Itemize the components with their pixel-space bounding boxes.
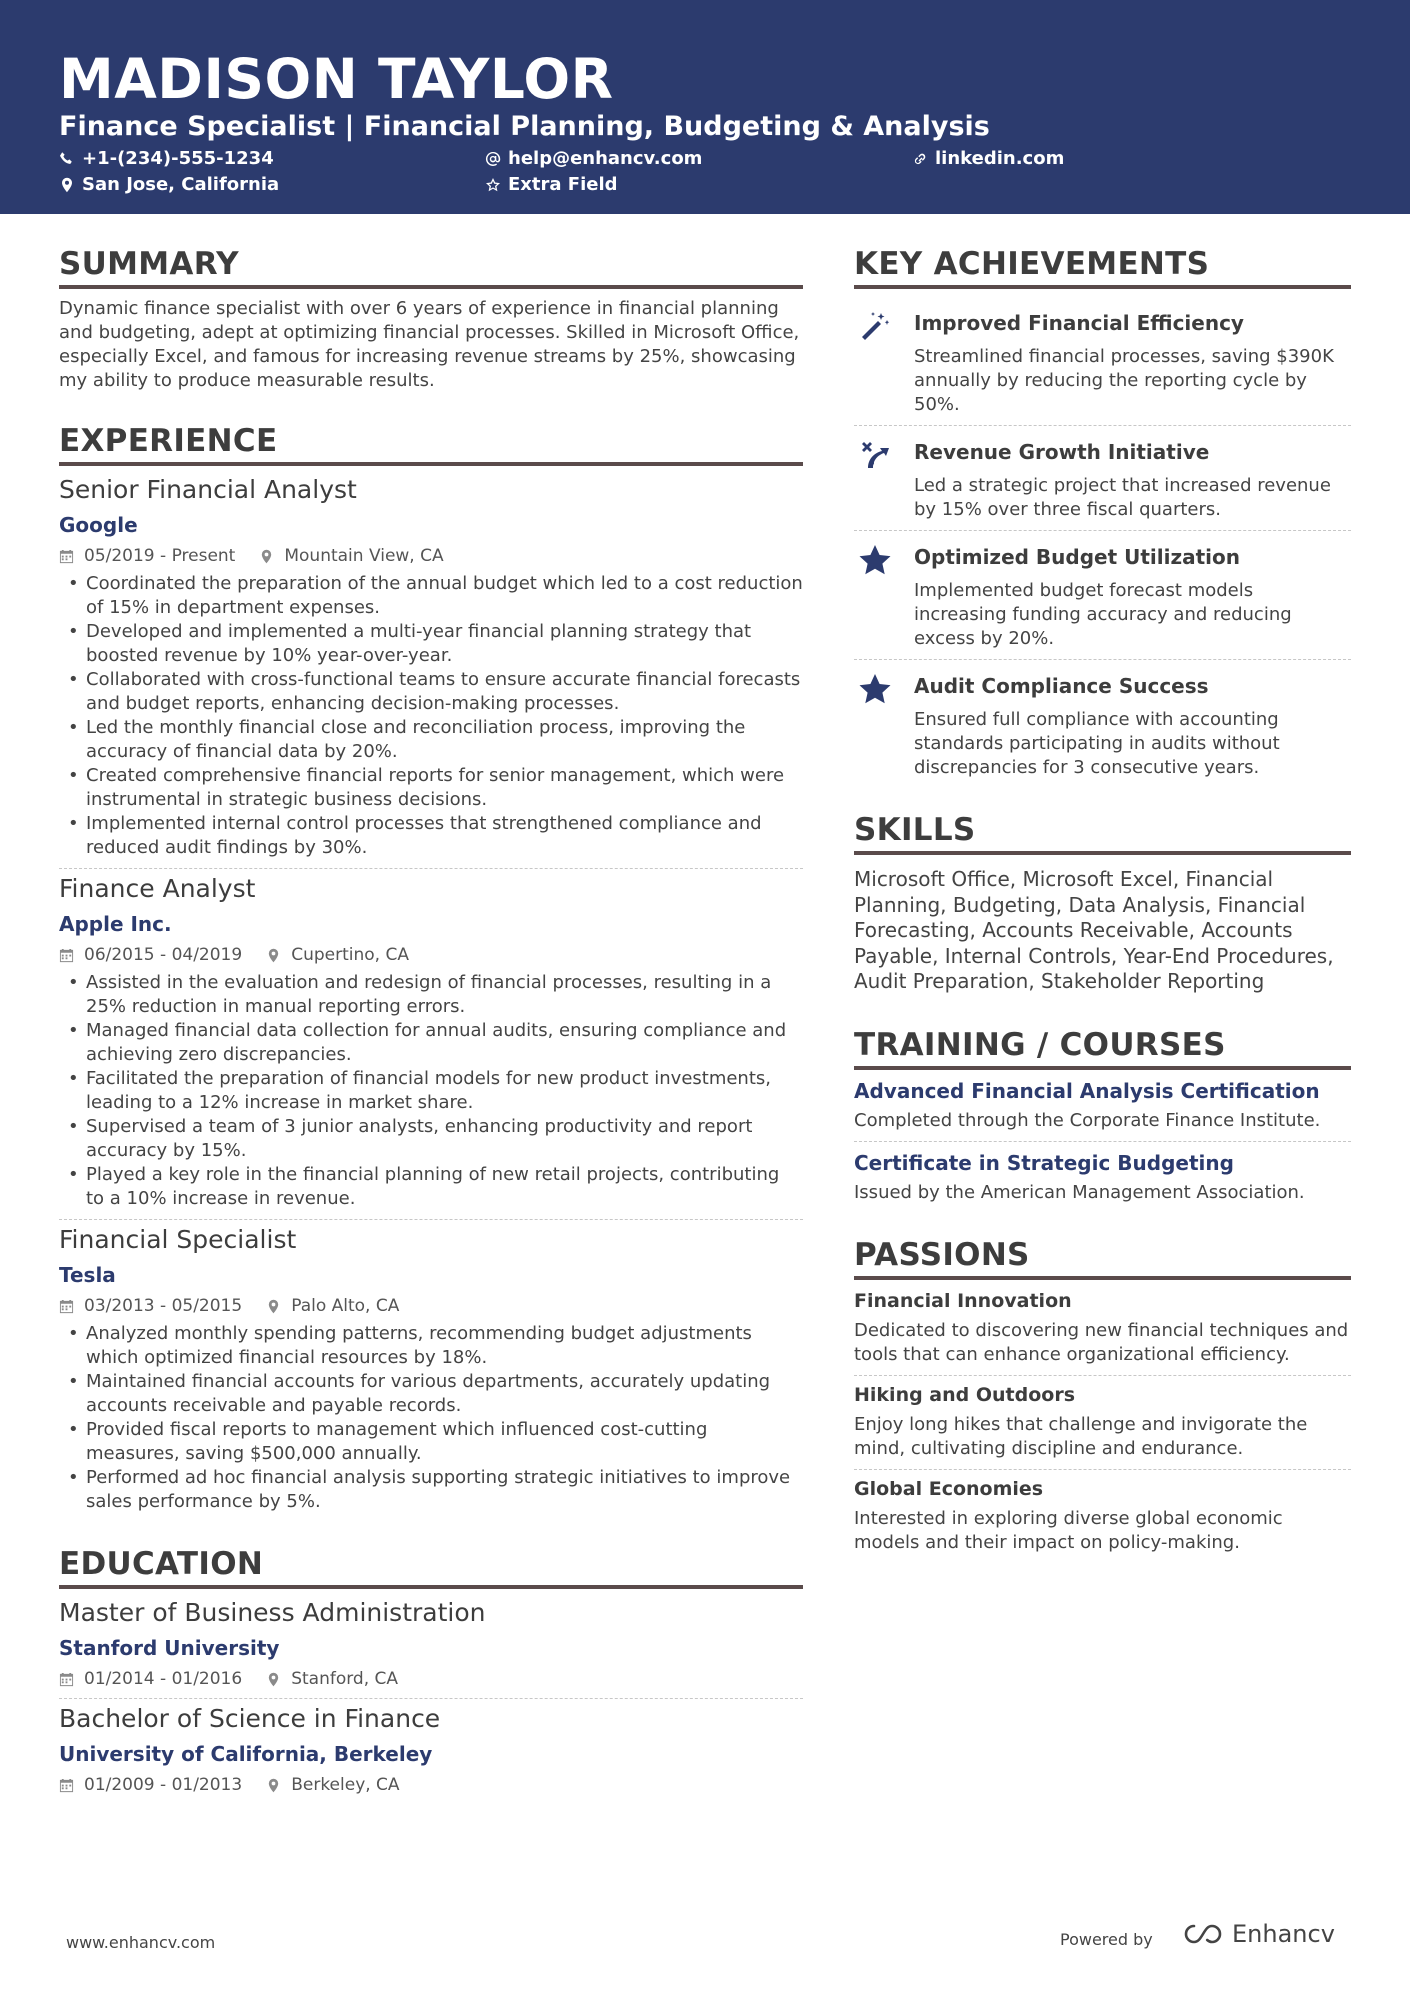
email-text: help@enhancv.com xyxy=(508,148,703,169)
job-bullet: • Performed ad hoc financial analysis supporting strategic initiatives to improve sales performance by 5%. xyxy=(59,1466,803,1514)
achievement-icon-wrap xyxy=(854,309,914,417)
job-bullet: • Led the monthly financial close and reconciliation process, improving the accuracy of financial data by 20%. xyxy=(59,716,803,764)
location-contact xyxy=(59,173,279,197)
star-outline-icon xyxy=(485,177,501,193)
job-location-wrap xyxy=(266,1295,399,1317)
calendar-icon xyxy=(59,1672,74,1687)
achievement-body xyxy=(914,543,1351,651)
courses-heading: TRAINING / COURSES xyxy=(854,1025,1351,1070)
achievements-heading: KEY ACHIEVEMENTS xyxy=(854,244,1351,289)
job-bullet: • Created comprehensive financial reports for senior management, which were instrumental in strategic business decisions. xyxy=(59,764,803,812)
achievement-desc: Led a strategic project that increased revenue by 15% over three fiscal quarters. xyxy=(914,475,1331,520)
education-heading: EDUCATION xyxy=(59,1544,803,1589)
job-bullets xyxy=(59,1322,803,1514)
education-entry xyxy=(59,1703,803,1796)
strategy-arrow-icon xyxy=(858,438,892,472)
calendar-icon xyxy=(59,1778,74,1793)
powered-by-label: Powered by xyxy=(1060,1930,1153,1949)
company-name: Apple Inc. xyxy=(59,912,172,936)
achievement-title: Improved Financial Efficiency xyxy=(914,311,1244,335)
job-location: Cupertino, CA xyxy=(291,945,409,965)
achievement-body xyxy=(914,309,1351,417)
achievement-icon-wrap xyxy=(854,438,914,522)
map-pin-icon xyxy=(266,948,281,963)
job-location-wrap xyxy=(259,545,443,567)
job-meta xyxy=(59,545,803,567)
passion-title: Financial Innovation xyxy=(854,1289,1072,1312)
linkedin-contact[interactable] xyxy=(912,147,1064,171)
job-bullet: • Supervised a team of 3 junior analysts, enhancing productivity and report accuracy by 15%. xyxy=(59,1115,803,1163)
map-pin-icon xyxy=(266,1299,281,1314)
job-bullet: • Played a key role in the financial planning of new retail projects, contributing to a 10% increase in revenue. xyxy=(59,1163,803,1211)
divider xyxy=(854,1469,1351,1470)
extra-field-text: Extra Field xyxy=(508,174,618,195)
right-column xyxy=(854,244,1351,1555)
extra-field-contact xyxy=(485,173,618,197)
phone-contact[interactable] xyxy=(59,147,274,171)
passion-item xyxy=(854,1476,1351,1555)
passion-desc: Enjoy long hikes that challenge and invigorate the mind, cultivating discipline and endurance. xyxy=(854,1413,1308,1459)
link-icon xyxy=(912,151,928,167)
experience-heading: EXPERIENCE xyxy=(59,421,803,466)
calendar-icon xyxy=(59,948,74,963)
divider xyxy=(59,1219,803,1220)
achievement-body xyxy=(914,672,1351,780)
job-bullets xyxy=(59,971,803,1211)
degree-title: Bachelor of Science in Finance xyxy=(59,1704,441,1733)
education-location-wrap xyxy=(266,1668,398,1690)
magic-wand-icon xyxy=(858,309,892,343)
course-desc: Completed through the Corporate Finance Institute. xyxy=(854,1109,1321,1131)
education-dates: 01/2014 - 01/2016 xyxy=(84,1669,243,1689)
job-bullets xyxy=(59,572,803,860)
job-bullet: • Collaborated with cross-functional teams to ensure accurate financial forecasts and budget reports, enhancing decision-making processes. xyxy=(59,668,803,716)
footer-url-link[interactable]: www.enhancv.com xyxy=(66,1933,216,1952)
phone-text: +1-(234)-555-1234 xyxy=(82,148,274,169)
achievement-icon-wrap xyxy=(854,672,914,780)
phone-icon xyxy=(59,151,75,167)
passion-desc: Dedicated to discovering new financial techniques and tools that can enhance organizational efficiency. xyxy=(854,1319,1349,1365)
job-bullet: • Managed financial data collection for annual audits, ensuring compliance and achieving zero discrepancies. xyxy=(59,1019,803,1067)
divider xyxy=(854,1375,1351,1376)
course-title: Certificate in Strategic Budgeting xyxy=(854,1150,1234,1175)
company-name: Google xyxy=(59,513,138,537)
education-dates: 01/2009 - 01/2013 xyxy=(84,1775,243,1795)
education-location: Stanford, CA xyxy=(291,1669,399,1689)
education-location: Berkeley, CA xyxy=(291,1775,400,1795)
calendar-icon xyxy=(59,1299,74,1314)
left-column xyxy=(59,244,803,1796)
job-entry xyxy=(59,1224,803,1514)
star-icon xyxy=(858,543,892,577)
achievement-desc: Ensured full compliance with accounting standards participating in audits without discrepancies for 3 consecutive years. xyxy=(914,709,1280,778)
course-item xyxy=(854,1078,1351,1142)
job-bullet: • Implemented internal control processes that strengthened compliance and reduced audit findings by 30%. xyxy=(59,812,803,860)
achievement-item xyxy=(854,660,1351,788)
achievement-item xyxy=(854,531,1351,659)
education-location-wrap xyxy=(266,1774,399,1796)
job-bullet: • Provided fiscal reports to management which influenced cost-cutting measures, saving $500,000 annually. xyxy=(59,1418,803,1466)
passion-desc: Interested in exploring diverse global economic models and their impact on policy-making. xyxy=(854,1507,1283,1553)
enhancv-logo-icon xyxy=(1180,1921,1226,1947)
school-name: University of California, Berkeley xyxy=(59,1742,433,1766)
achievement-desc: Implemented budget forecast models increasing funding accuracy and reducing excess by 20%. xyxy=(914,580,1292,649)
passion-item xyxy=(854,1288,1351,1376)
job-bullet: • Analyzed monthly spending patterns, recommending budget adjustments which optimized financial resources by 18%. xyxy=(59,1322,803,1370)
job-entry xyxy=(59,873,803,1220)
passion-item xyxy=(854,1382,1351,1470)
company-name: Tesla xyxy=(59,1263,116,1287)
map-pin-icon xyxy=(266,1672,281,1687)
school-name: Stanford University xyxy=(59,1636,280,1660)
job-bullet: • Developed and implemented a multi-year financial planning strategy that boosted revenue by 10% year-over-year. xyxy=(59,620,803,668)
job-entry xyxy=(59,474,803,869)
passion-title: Hiking and Outdoors xyxy=(854,1383,1076,1406)
course-title: Advanced Financial Analysis Certification xyxy=(854,1078,1320,1103)
enhancv-brand-text: Enhancv xyxy=(1232,1920,1335,1948)
at-sign-icon xyxy=(485,151,501,167)
job-location: Mountain View, CA xyxy=(284,546,444,566)
degree-title: Master of Business Administration xyxy=(59,1598,486,1627)
calendar-icon xyxy=(59,549,74,564)
passion-title: Global Economies xyxy=(854,1477,1044,1500)
job-meta xyxy=(59,944,803,966)
job-bullet: • Facilitated the preparation of financial models for new product investments, leading to a 12% increase in market share. xyxy=(59,1067,803,1115)
map-pin-icon xyxy=(59,177,75,193)
divider xyxy=(59,868,803,869)
summary-heading: SUMMARY xyxy=(59,244,803,289)
job-title: Financial Specialist xyxy=(59,1225,297,1254)
achievement-desc: Streamlined financial processes, saving $390K annually by reducing the reporting cycle by 50%. xyxy=(914,346,1334,415)
job-title: Finance Analyst xyxy=(59,874,256,903)
course-desc: Issued by the American Management Association. xyxy=(854,1181,1305,1203)
resume-header xyxy=(0,0,1410,214)
map-pin-icon xyxy=(259,549,274,564)
job-dates: 05/2019 - Present xyxy=(84,546,236,566)
job-bullet: • Assisted in the evaluation and redesign of financial processes, resulting in a 25% reduction in manual reporting errors. xyxy=(59,971,803,1019)
passions-heading: PASSIONS xyxy=(854,1235,1351,1280)
email-contact[interactable] xyxy=(485,147,702,171)
map-pin-icon xyxy=(266,1778,281,1793)
job-bullet: • Maintained financial accounts for various departments, accurately updating accounts receivable and payable records. xyxy=(59,1370,803,1418)
achievement-item xyxy=(854,297,1351,425)
job-dates: 06/2015 - 04/2019 xyxy=(84,945,243,965)
course-item xyxy=(854,1150,1351,1205)
candidate-name: MADISON TAYLOR xyxy=(59,47,614,111)
linkedin-text: linkedin.com xyxy=(935,148,1065,169)
job-bullet: • Coordinated the preparation of the annual budget which led to a cost reduction of 15% in department expenses. xyxy=(59,572,803,620)
divider xyxy=(59,1698,803,1699)
skills-text: Microsoft Office, Microsoft Excel, Financial Planning, Budgeting, Data Analysis, Financial Forecasting, Accounts Receivable, Accounts Payable, Internal Controls, Year-End Procedures, Audit Preparation, Stakeholder Reporting xyxy=(854,867,1334,993)
enhancv-brand[interactable] xyxy=(1180,1920,1335,1948)
job-location: Palo Alto, CA xyxy=(291,1296,400,1316)
education-meta xyxy=(59,1668,803,1690)
summary-text: Dynamic finance specialist with over 6 years of experience in financial planning and budgeting, adept at optimizing financial processes. Skilled in Microsoft Office, especially Excel, and famous for increasing revenue streams by 25%, showcasing my ability to produce measurable results. xyxy=(59,298,800,391)
education-meta xyxy=(59,1774,803,1796)
divider xyxy=(854,1141,1351,1142)
location-text: San Jose, California xyxy=(82,174,280,195)
skills-heading: SKILLS xyxy=(854,810,1351,855)
star-icon xyxy=(858,672,892,706)
job-meta xyxy=(59,1295,803,1317)
job-location-wrap xyxy=(266,944,409,966)
achievement-title: Revenue Growth Initiative xyxy=(914,440,1210,464)
achievement-body xyxy=(914,438,1351,522)
candidate-headline: Finance Specialist | Financial Planning, Budgeting & Analysis xyxy=(59,111,990,142)
achievement-title: Optimized Budget Utilization xyxy=(914,545,1241,569)
achievement-title: Audit Compliance Success xyxy=(914,674,1209,698)
education-entry xyxy=(59,1597,803,1699)
job-title: Senior Financial Analyst xyxy=(59,475,357,504)
job-dates: 03/2013 - 05/2015 xyxy=(84,1296,243,1316)
achievement-icon-wrap xyxy=(854,543,914,651)
achievement-item xyxy=(854,426,1351,530)
